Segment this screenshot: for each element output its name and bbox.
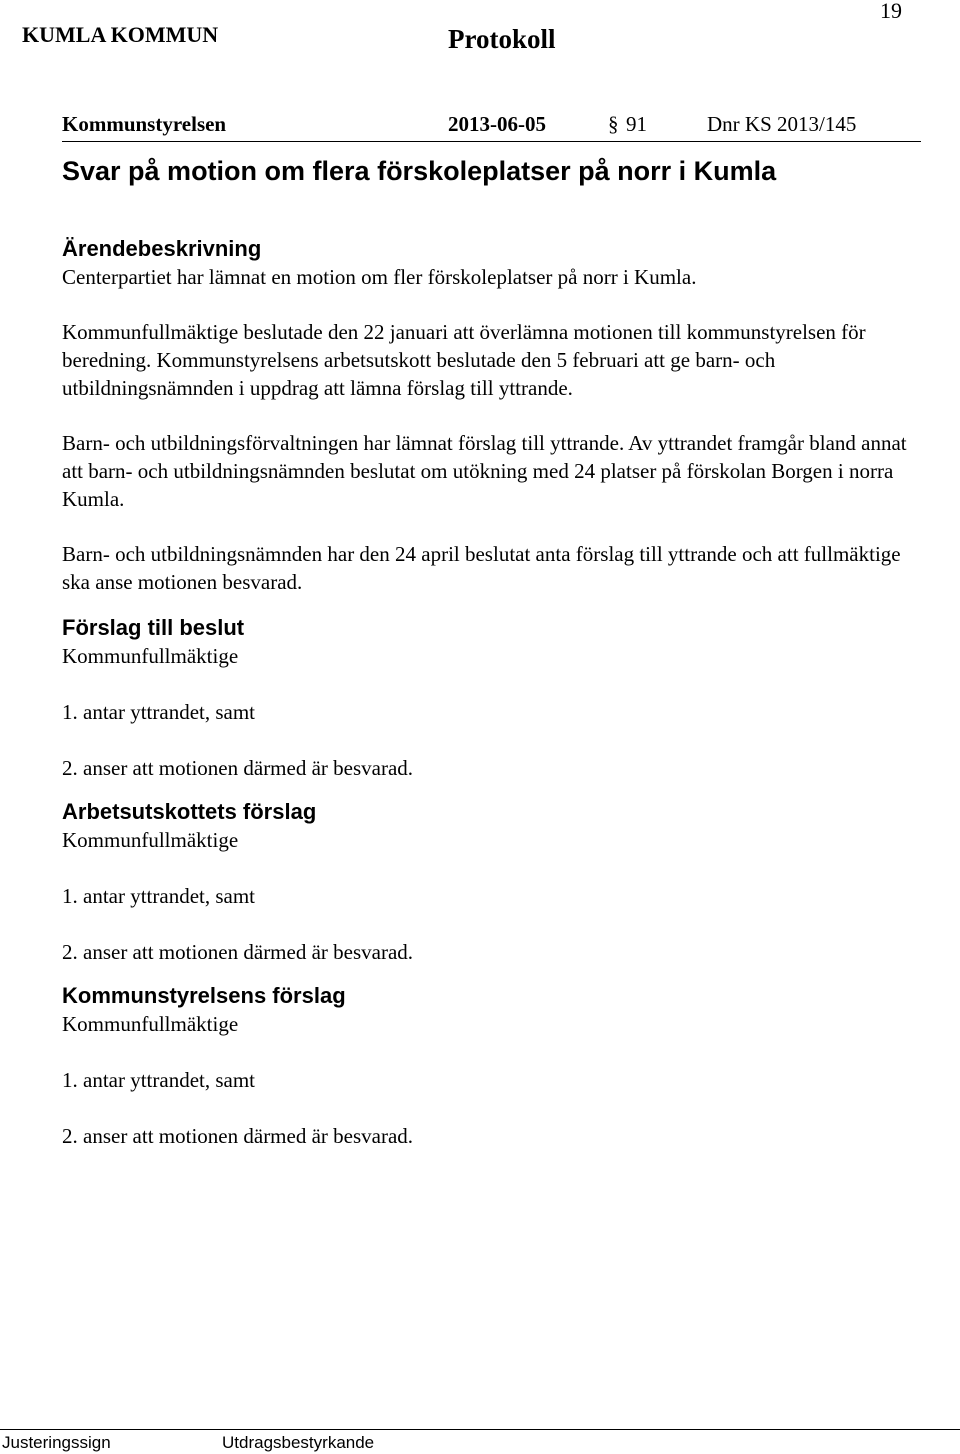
committee-proposal-item: 2. anser att motionen därmed är besvarad.: [62, 940, 414, 964]
proposal-decider: Kommunfullmäktige: [62, 644, 239, 668]
paragraph-number: 91: [626, 112, 647, 136]
section-heading-board-proposal: Kommunstyrelsens förslag: [62, 983, 346, 1008]
paragraph-sign: §: [608, 112, 619, 136]
meeting-body: Kommunstyrelsen: [62, 112, 227, 136]
case-title: Svar på motion om flera förskoleplatser på norr i Kumla: [62, 156, 777, 186]
section-heading-description: Ärendebeskrivning: [62, 236, 262, 261]
meeting-meta-row: [62, 112, 921, 142]
meeting-date: 2013-06-05: [448, 112, 546, 136]
proposal-item: 1. antar yttrandet, samt: [62, 700, 256, 724]
section-heading-committee-proposal: Arbetsutskottets förslag: [62, 799, 317, 824]
board-proposal-decider: Kommunfullmäktige: [62, 1012, 239, 1036]
footer-signature-label: Justeringssign: [2, 1433, 111, 1452]
description-paragraph: Barn- och utbildningsnämnden har den 24 april beslutat anta förslag till yttrande och att fullmäktige ska anse motionen besvarad.: [62, 542, 901, 594]
footer-certification-label: Utdragsbestyrkande: [222, 1433, 375, 1452]
board-proposal-item: 1. antar yttrandet, samt: [62, 1068, 256, 1092]
description-paragraph: Kommunfullmäktige beslutade den 22 januari att överlämna motionen till kommunstyrelsen för beredning. Kommunstyrelsens arbetsutskott beslutade den 5 februari att ge barn- och utbildningsnämnden i uppdrag att lämna förslag till yttrande.: [62, 320, 866, 400]
document-body: [62, 235, 932, 1150]
description-paragraph: Barn- och utbildningsförvaltningen har lämnat förslag till yttrande. Av yttrandet framgår bland annat att barn- och utbildningsnämnden beslutat om utökning med 24 platser på förskolan Borgen i norra Kumla.: [62, 431, 907, 511]
proposal-item: 2. anser att motionen därmed är besvarad.: [62, 756, 414, 780]
committee-proposal-decider: Kommunfullmäktige: [62, 828, 239, 852]
diary-number: Dnr KS 2013/145: [707, 112, 857, 136]
footer-divider: [0, 1429, 960, 1430]
page-number: 19: [880, 0, 902, 23]
document-type: Protokoll: [448, 24, 556, 54]
description-paragraph: Centerpartiet har lämnat en motion om fler förskoleplatser på norr i Kumla.: [62, 265, 697, 289]
board-proposal-item: 2. anser att motionen därmed är besvarad.: [62, 1124, 414, 1148]
committee-proposal-item: 1. antar yttrandet, samt: [62, 884, 256, 908]
organization-name: KUMLA KOMMUN: [22, 22, 219, 47]
section-heading-proposal: Förslag till beslut: [62, 615, 245, 640]
